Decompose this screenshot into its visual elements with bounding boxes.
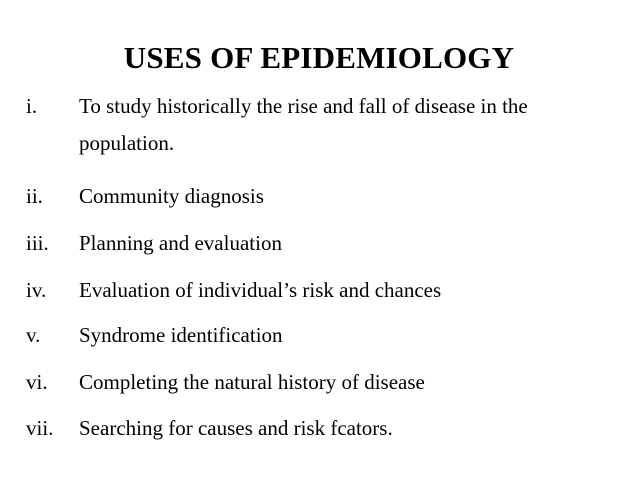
- list-item-text-line1: To study historically the rise and fall of disease in the: [79, 94, 528, 118]
- list-item-text: Syndrome identification: [79, 323, 283, 347]
- list-item: [26, 416, 616, 440]
- list-item: [26, 231, 616, 255]
- list-item-text: [79, 94, 616, 155]
- list-item-numeral: i.: [26, 94, 38, 118]
- list-item-numeral: vii.: [26, 416, 54, 440]
- list-item-text: Planning and evaluation: [79, 231, 282, 255]
- list-item-text-line2: population.: [79, 131, 175, 155]
- list-item-numeral: ii.: [26, 184, 43, 208]
- list-item-numeral: iv.: [26, 278, 47, 302]
- list-item: [26, 94, 616, 155]
- list-item-text: Community diagnosis: [79, 184, 264, 208]
- list-item: [26, 184, 616, 208]
- list-item-numeral: iii.: [26, 231, 49, 255]
- list-item-text: Completing the natural history of disease: [79, 370, 425, 394]
- list-item: [26, 370, 616, 394]
- slide-title: USES OF EPIDEMIOLOGY: [123, 40, 515, 75]
- list-item-numeral: v.: [26, 323, 41, 347]
- list-item-text: Searching for causes and risk fcators.: [79, 416, 393, 440]
- list-item: [26, 323, 616, 347]
- list-item-numeral: vi.: [26, 370, 48, 394]
- list-item: [26, 278, 616, 302]
- list-item-text: Evaluation of individual’s risk and chances: [79, 278, 442, 302]
